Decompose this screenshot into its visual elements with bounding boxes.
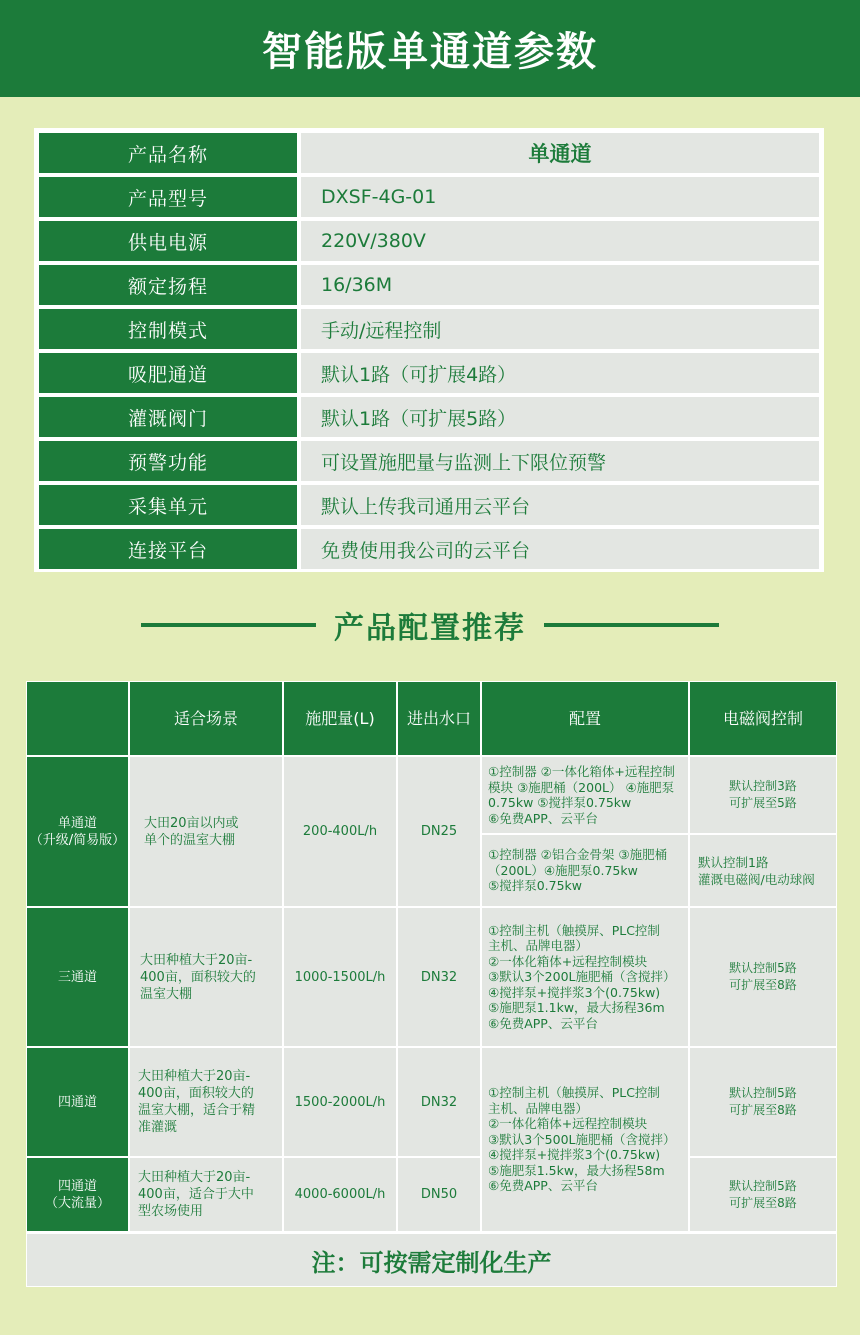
divider-left: [141, 623, 316, 627]
param-value: 手动/远程控制: [301, 309, 819, 349]
section-heading: [0, 600, 860, 650]
param-row: [39, 265, 819, 305]
header-rate: 施肥量(L): [284, 682, 396, 755]
param-row: [39, 353, 819, 393]
row-name-single: 单通道 （升级/简易版）: [27, 757, 128, 906]
param-key: 灌溉阀门: [39, 397, 297, 437]
row-valve-single-b: 默认控制1路 灌溉电磁阀/电动球阀: [690, 835, 836, 906]
config-table: [26, 681, 837, 1287]
param-key: 产品型号: [39, 177, 297, 217]
param-value: 220V/380V: [301, 221, 819, 261]
param-value: 默认1路（可扩展5路）: [301, 397, 819, 437]
row-valve-four-large: 默认控制5路 可扩展至8路: [690, 1158, 836, 1231]
param-key: 额定扬程: [39, 265, 297, 305]
param-value: 免费使用我公司的云平台: [301, 529, 819, 569]
row-pipe-four: DN32: [398, 1048, 480, 1156]
param-row: [39, 133, 819, 173]
param-row: [39, 309, 819, 349]
divider-right: [544, 623, 719, 627]
row-name-four-large: 四通道 （大流量）: [27, 1158, 128, 1231]
section-title: 产品配置推荐: [334, 611, 526, 646]
row-rate-four: 1500-2000L/h: [284, 1048, 396, 1156]
param-key: 控制模式: [39, 309, 297, 349]
row-scene-single: 大田20亩以内或 单个的温室大棚: [130, 757, 282, 906]
param-value: 可设置施肥量与监测上下限位预警: [301, 441, 819, 481]
row-rate-three: 1000-1500L/h: [284, 908, 396, 1046]
row-rate-single: 200-400L/h: [284, 757, 396, 906]
header-pipe: 进出水口: [398, 682, 480, 755]
header-blank: [27, 682, 128, 755]
page-title: 智能版单通道参数: [0, 0, 860, 97]
row-config-single-b: ①控制器 ②铝合金骨架 ③施肥桶（200L）④施肥泵0.75kw ⑤搅拌泵0.75kw: [482, 835, 688, 906]
row-scene-three: 大田种植大于20亩- 400亩，面积较大的 温室大棚: [130, 908, 282, 1046]
row-config-single-a: ①控制器 ②一体化箱体+远程控制模块 ③施肥桶（200L） ④施肥泵0.75kw ⑤搅拌泵0.75kw ⑥免费APP、云平台: [482, 757, 688, 833]
header-scene: 适合场景: [130, 682, 282, 755]
param-value: 单通道: [301, 133, 819, 173]
param-value: 16/36M: [301, 265, 819, 305]
row-name-three: 三通道: [27, 908, 128, 1046]
row-rate-four-large: 4000-6000L/h: [284, 1158, 396, 1231]
row-config-four-shared: ①控制主机（触摸屏、PLC控制 主机、品牌电器） ②一体化箱体+远程控制模块 ③默认3个500L施肥桶（含搅拌） ④搅拌泵+搅拌浆3个(0.75kw) ⑤施肥泵1.5kw，最大扬程58m ⑥免费APP、云平台: [482, 1048, 688, 1231]
row-valve-three: 默认控制5路 可扩展至8路: [690, 908, 836, 1046]
param-key: 采集单元: [39, 485, 297, 525]
param-key: 供电电源: [39, 221, 297, 261]
param-value: 默认上传我司通用云平台: [301, 485, 819, 525]
param-row: [39, 397, 819, 437]
row-pipe-four-large: DN50: [398, 1158, 480, 1231]
param-row: [39, 441, 819, 481]
param-row: [39, 485, 819, 525]
row-valve-four: 默认控制5路 可扩展至8路: [690, 1048, 836, 1156]
params-table: [34, 128, 824, 572]
param-value: DXSF-4G-01: [301, 177, 819, 217]
param-key: 连接平台: [39, 529, 297, 569]
row-scene-four: 大田种植大于20亩- 400亩，面积较大的 温室大棚，适合于精 准灌溉: [130, 1048, 282, 1156]
header-config: 配置: [482, 682, 688, 755]
row-name-four: 四通道: [27, 1048, 128, 1156]
param-row: [39, 221, 819, 261]
row-config-three: ①控制主机（触摸屏、PLC控制 主机、品牌电器） ②一体化箱体+远程控制模块 ③默认3个200L施肥桶（含搅拌） ④搅拌泵+搅拌浆3个(0.75kw) ⑤施肥泵1.1kw，最大扬程36m ⑥免费APP、云平台: [482, 908, 688, 1046]
param-key: 预警功能: [39, 441, 297, 481]
header-valve: 电磁阀控制: [690, 682, 836, 755]
param-row: [39, 529, 819, 569]
param-key: 产品名称: [39, 133, 297, 173]
row-pipe-single: DN25: [398, 757, 480, 906]
footer-note: 注：可按需定制化生产: [26, 1233, 837, 1287]
row-pipe-three: DN32: [398, 908, 480, 1046]
param-row: [39, 177, 819, 217]
param-value: 默认1路（可扩展4路）: [301, 353, 819, 393]
row-scene-four-large: 大田种植大于20亩- 400亩，适合于大中 型农场使用: [130, 1158, 282, 1231]
param-key: 吸肥通道: [39, 353, 297, 393]
row-valve-single-a: 默认控制3路 可扩展至5路: [690, 757, 836, 833]
